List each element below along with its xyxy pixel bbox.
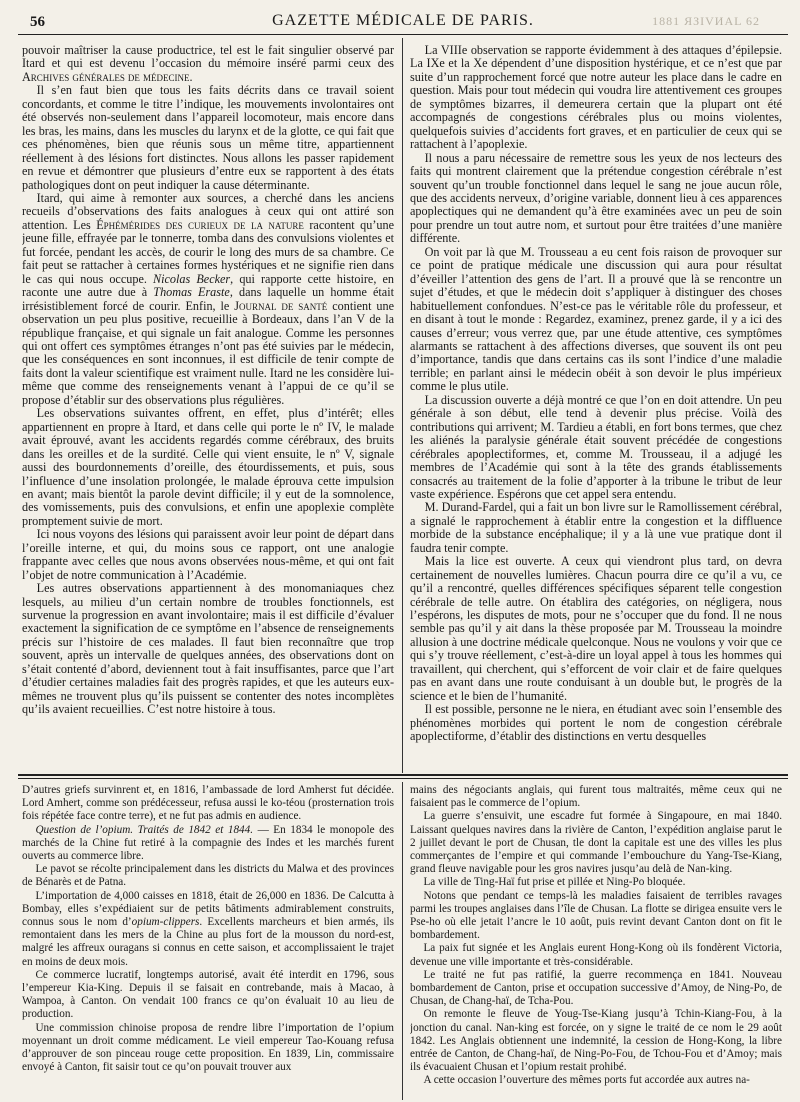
- feuilleton-column-right: [410, 784, 782, 1099]
- small-caps-text: Journal de santé: [234, 298, 328, 313]
- text-run: — En 1834 le monopole des marchés de la Chine fut retiré à la compagnie des Indes et les marchés furent ouverts au commerce libre.: [22, 823, 394, 863]
- small-caps-text: Éphémérides des curieux de la nature: [96, 217, 304, 232]
- paragraph: [410, 876, 782, 889]
- italic-text: opium-clippers: [131, 916, 200, 929]
- text-run: Il nous a paru nécessaire de remettre sous les yeux de nos lecteurs des faits qui montrent clairement que la prétendue congestion cérébrale n’est souvent qu’un trouble fonctionnel dans lequel le sang ne joue aucun rôle, que des accidents nerveux, d’origine variable, donnent lieu à ces apparences apoplectiques qui ne demandent qu’à être examinées avec un peu de soin pour prendre un tout autre nom, et surtout pour être traitées d’une manière différente.: [410, 150, 782, 246]
- paragraph: [22, 582, 394, 717]
- paragraph: [410, 1008, 782, 1074]
- text-run: Mais la lice est ouverte. A ceux qui viendront plus tard, on devra certainement de nouvelles lumières. Chacun pourra dire ce qu’il a vu, ce qu’il a rencontré, quelles différences spécifiques séparent telle congestion cérébrale de telle autre. On établira des catégories, on négligera, nous l’espérons, les disputes de mots, pour ne s’occuper que du fond. Il ne nous semble pas qu’il y ait dans la thèse proposée par M. Trousseau la moindre allusion à une doctrine médicale quelconque. Nous ne voulons y voir que ce qui s’y trouve réellement, c’est-à-dire un loyal appel à tous les hommes qui travaillent, qui cherchent, qui s’efforcent de voir clair et de faire quelques pas en avant dans une route conduisant à un double but, le progrès de la science et le bien de l’humanité.: [410, 554, 782, 703]
- text-run: Ce commerce lucratif, longtemps autorisé, avait été interdit en 1796, sous l’empereur Kia-King. Depuis il se faisait en contrebande, mais à Macao, à Wampoa, à Canton. On vendait 100 francs ce qu’on évaluait 10 au lieu de production.: [22, 968, 394, 1021]
- text-run: Itard, qui aime à remonter aux sources, a cherché dans les anciens recueils d’observations des faits analogues à ceux qui ont attiré son attention. Les: [22, 190, 394, 232]
- text-run: L’importation de 4,000 caisses en 1818, était de 26,000 en 1836. De Calcutta à Bombay, elles s’expédiaient sur de petits bâtiments admirablement construits, connus sous le nom d’: [22, 889, 394, 929]
- paragraph: [410, 501, 782, 555]
- text-run: Une commission chinoise proposa de rendre libre l’importation de l’opium moyennant un droit comme médicament. Le vieil empereur Tao-Kouang refusa d’approuver de son pinceau rouge cette proposition. En 1839, Lin, commissaire envoyé à Canton, fit saisir tout ce qu’on pouvait trouver aux: [22, 1021, 394, 1074]
- feuilleton-rule: [18, 774, 788, 776]
- paragraph: [410, 810, 782, 876]
- text-run: La paix fut signée et les Anglais eurent Hong-Kong où ils fondèrent Victoria, devenue une ville importante et très-considérable.: [410, 942, 782, 968]
- paragraph: [410, 969, 782, 1009]
- text-run: , qui rapporte cette histoire, en raconte une autre due à: [22, 271, 394, 300]
- feuilleton-column-left: [22, 784, 394, 1099]
- page-number: 56: [30, 14, 45, 30]
- page-header: [18, 8, 788, 35]
- paragraph: [22, 192, 394, 407]
- small-caps-text: Archives générales de médecine: [22, 69, 190, 84]
- paragraph: [410, 1074, 782, 1087]
- text-run: On remonte le fleuve de Youg-Tse-Kiang jusqu’à Tchin-Kiang-Fou, à la jonction du canal. Nan-king est forcée, on y signe le traité de ce nom le 29 août 1842. Les Anglais obtiennent une indemnité, la cession de Hong-Kong, la libre entrée de Canton, de Chang-haï, de Ning-Po-Fou, de Tchou-Fou et d’Amoy; mais ils évacuaient Chusan et l’opium restait prohibé.: [410, 1008, 782, 1074]
- paragraph: [22, 890, 394, 969]
- article-column-left: [22, 44, 394, 766]
- text-run: Le traité ne fut pas ratifié, la guerre recommença en 1841. Nouveau bombardement de Canton, prise et occupation successive d’Amoy, de Ning-Po, de Chusan, de Chang-haï, de Tcha-Pou.: [410, 968, 782, 1008]
- paragraph: [410, 942, 782, 968]
- paragraph: [22, 528, 394, 582]
- italic-text: Nicolas Becker: [153, 271, 231, 286]
- paragraph: [22, 84, 394, 192]
- column-divider-bottom: [402, 782, 403, 1100]
- text-run: mains des négociants anglais, qui furent tous maltraités, même ceux qui ne faisaient pas le commerce de l’opium.: [410, 784, 782, 810]
- text-run: Il s’en faut bien que tous les faits décrits dans ce travail soient concordants, et comme le titre l’indique, les mouvements involontaires ont été observés non-seulement dans l’appareil locomoteur, mais encore dans les bras, les mains, dans les muscles du larynx et de la glotte, ce qui fait que ces phénomènes, bien que réunis sous un même titre, appartiennent réellement à des lésions fort distinctes. Nous allons les passer rapidement en revue et démontrer que plusieurs d’entre eux se rapportent à des états pathologiques dont on peut indiquer la cause déterminante.: [22, 83, 394, 192]
- italic-text: Thomas Eraste: [153, 285, 230, 300]
- text-run: Il est possible, personne ne le niera, en étudiant avec soin l’ensemble des phénomènes morbides qui portent le nom de congestion cérébrale apoplectiforme, d’établir des distinctions en vertu desquelles: [410, 702, 782, 744]
- article-column-right: [410, 44, 782, 769]
- paragraph: [22, 44, 394, 84]
- text-run: Les autres observations appartiennent à des monomaniaques chez lesquels, au milieu d’un certain nombre de troubles fonctionnels, est survenue la progression en avant involontaire; mais il est difficile d’évaluer exactement la signification de ce symptôme en l’absence de renseignements précis sur l’histoire de ces malades. Il faut bien reconnaître que trop souvent, après un intervalle de quelques années, des observations dont on s’était contenté d’abord, deviennent tout à fait insuffisantes, parce que l’art d’étudier certaines maladies fait des progrès rapides, et que les auteurs eux-mêmes ne trouvent plus qu’ils puissent se contenter des notes incomplètes qu’ils avaient recueillies. C’est notre histoire à tous.: [22, 581, 394, 717]
- paragraph: [22, 824, 394, 864]
- text-run: M. Durand-Fardel, qui a fait un bon livre sur le Ramollissement cérébral, a signalé le rapprochement à établir entre la congestion et la diffluence morbide de la substance encéphalique; il y a là une vue pratique dont il faudra tenir compte.: [410, 500, 782, 555]
- italic-text: Question de l’opium. Traités de 1842 et 1844.: [35, 823, 254, 836]
- text-run: On voit par là que M. Trousseau a eu cent fois raison de provoquer sur ce point de pratique médicale une discussion qui aura pour résultat d’éveiller l’attention des gens de l’art. Il a prouvé que là se rencontre un sujet d’études, et que le médecin doit s’appliquer à distinguer des choses habituellement confondues. N’est-ce pas le véritable rôle du professeur, et en disant à tout le monde : Regardez, examinez, prenez garde, il y a ici des causes d’erreur; vous verrez que, par une étude attentive, ces symptômes alarmants se rattachent à des affections diverses, que souvent ils ont peu d’importance, tandis que dans certains cas ils sont l’indice d’une maladie terrible; en parlant ainsi le médecin obéit à son devoir le plus impérieux comme le plus utile.: [410, 244, 782, 394]
- text-run: La ville de Ting-Haï fut prise et pillée et Ning-Po bloquée.: [423, 876, 686, 889]
- paragraph: [410, 890, 782, 943]
- column-divider-top: [402, 38, 403, 773]
- paragraph: [22, 863, 394, 889]
- text-run: , dans laquelle un homme était irrésistiblement forcé de courir. Enfin, le: [22, 285, 394, 313]
- paragraph: [410, 152, 782, 246]
- paragraph: [22, 784, 394, 824]
- text-run: .: [189, 69, 193, 84]
- feuilleton-rule-thin: [18, 778, 788, 779]
- text-run: racontent qu’une jeune fille, effrayée par le tonnerre, tomba dans des convulsions violentes et fut forcée, pendant les accès, de courir le long des murs de sa chambre. Ce fait peut se rattacher à certaines formes hystériques et ne signifie rien dans le cas qui nous occupe.: [22, 217, 394, 286]
- text-run: Les observations suivantes offrent, en effet, plus d’intérêt; elles appartiennent en propre à Itard, et dans celle qui porte le nº IV, le malade avait éprouvé, avant les accidents regardés comme cérébraux, des bruits dans les oreilles et de la surdité. Celle qui vient ensuite, le nº V, signale aussi des bourdonnements d’oreille, des étourdissements, et puis, sous l’influence d’une insolation prolongée, le malade éprouva cette impulsion en avant; mais bientôt la parole devint difficile; il y eut de la somnolence, des vomissements, puis des convulsions, et enfin une apoplexie complète promptement suivie de mort.: [22, 406, 394, 528]
- paragraph: [410, 555, 782, 703]
- text-run: La discussion ouverte a déjà montré ce que l’on en doit attendre. Un peu générale à son début, elle tend à devenir plus précise. Voilà des contributions qui arrivent; M. Tardieu a établi, en fort bons termes, que chez les aliénés la paralysie générale était souvent précédée de congestions cérébrales apoplectiformes, et, comme M. Trousseau, il a adjugé les membres de l’Académie qui sont à la tête des grands établissements consacrés au traitement de la folie d’apporter à la tribune le tribut de leur vaste expérience. Espérons que cet appel sera entendu.: [410, 392, 782, 501]
- paragraph: [22, 969, 394, 1022]
- text-run: D’autres griefs survinrent et, en 1816, l’ambassade de lord Amherst fut décidée. Lord Amhert, comme son prédécesseur, refusa aussi le ko-téou (prosternation trois fois répétée face contre terre), et ne fut pas admis en audience.: [22, 784, 394, 823]
- text-run: contient une observation un peu plus positive, recueillie à Bordeaux, dans l’an V de la république française, et qui signale un fait analogue. Comme les personnes qui ont offert ces symptômes étranges n’ont pas été suivies par le médecin, que les conséquences en sont inconnues, il est difficile de tenir compte de faits dont la valeur scientifique est vraiment nulle. Itard ne les considère lui-même que comme des renseignements venant à l’appui de ce qu’il se propose d’établir sur des observations plus régulières.: [22, 298, 394, 407]
- text-run: . Excellents marcheurs et bien armés, ils remontaient dans les mers de la Chine au plus fort de la mousson du nord-est, malgré les affreux ouragans si connus en cette saison, et accomplissaient le trajet en moins de deux mois.: [22, 916, 394, 968]
- paragraph: [22, 407, 394, 528]
- paragraph: [22, 1022, 394, 1075]
- paragraph: [410, 703, 782, 743]
- journal-title: GAZETTE MÉDICALE DE PARIS.: [272, 12, 534, 29]
- paragraph: [410, 784, 782, 810]
- text-run: Le pavot se récolte principalement dans les districts du Malwa et des provinces de Bénarès et de Patna.: [22, 863, 394, 889]
- text-run: A cette occasion l’ouverture des mêmes ports fut accordée aux autres na-: [423, 1074, 750, 1087]
- paragraph: [410, 44, 782, 152]
- paragraph: [410, 246, 782, 394]
- text-run: Notons que pendant ce temps-là les maladies faisaient de terribles ravages parmi les troupes anglaises dans l’île de Chusan. La flotte se dirigea ensuite vers le Pse-ho où elle jetait l’ancre le 10 août, puis revint devant Canton dont on fit le bombardement.: [410, 889, 782, 942]
- text-run: La guerre s’ensuivit, une escadre fut formée à Singapoure, en mai 1840. Laissant quelques navires dans la rivière de Canton, l’expédition anglaise parut le 2 juillet devant le port de Chusan, tle dont la capitale est une des villes les plus commerçantes de l’empire et qui commande l’embouchure du Yang-Tse-Kiang, grand fleuve navigable pour les gros navires jusqu’au delà de Nan-king.: [410, 810, 782, 876]
- bleed-through-text: 1881 ЯЗΙVИАL 62: [652, 14, 760, 28]
- text-run: pouvoir maîtriser la cause productrice, tel est le fait singulier observé par Itard et qui est devenu l’occasion du mémoire inséré parmi ceux des: [22, 44, 394, 71]
- paragraph: [410, 394, 782, 502]
- text-run: Ici nous voyons des lésions qui paraissent avoir leur point de départ dans l’oreille interne, et qui, du moins sous ce rapport, ont une analogie frappante avec celles que nous avons observées nous-même, et qui ont fait l’objet de notre communication à l’Académie.: [22, 527, 394, 582]
- text-run: La VIIIe observation se rapporte évidemment à des attaques d’épilepsie. La IXe et la Xe dépendent d’une disposition hystérique, et ce n’est que par suite d’un rapprochement forcé que notre auteur les place dans le cadre en question. Mais pour tout médecin qui voudra lire attentivement ces groupes de symptômes bizarres, il demeurera certain que la plupart ont été accompagnés de congestions cérébrales plus ou moins violentes, quelquefois suivies d’accidents fort graves, et en particulier de ceux qui se rattachent à l’apoplexie.: [410, 44, 782, 152]
